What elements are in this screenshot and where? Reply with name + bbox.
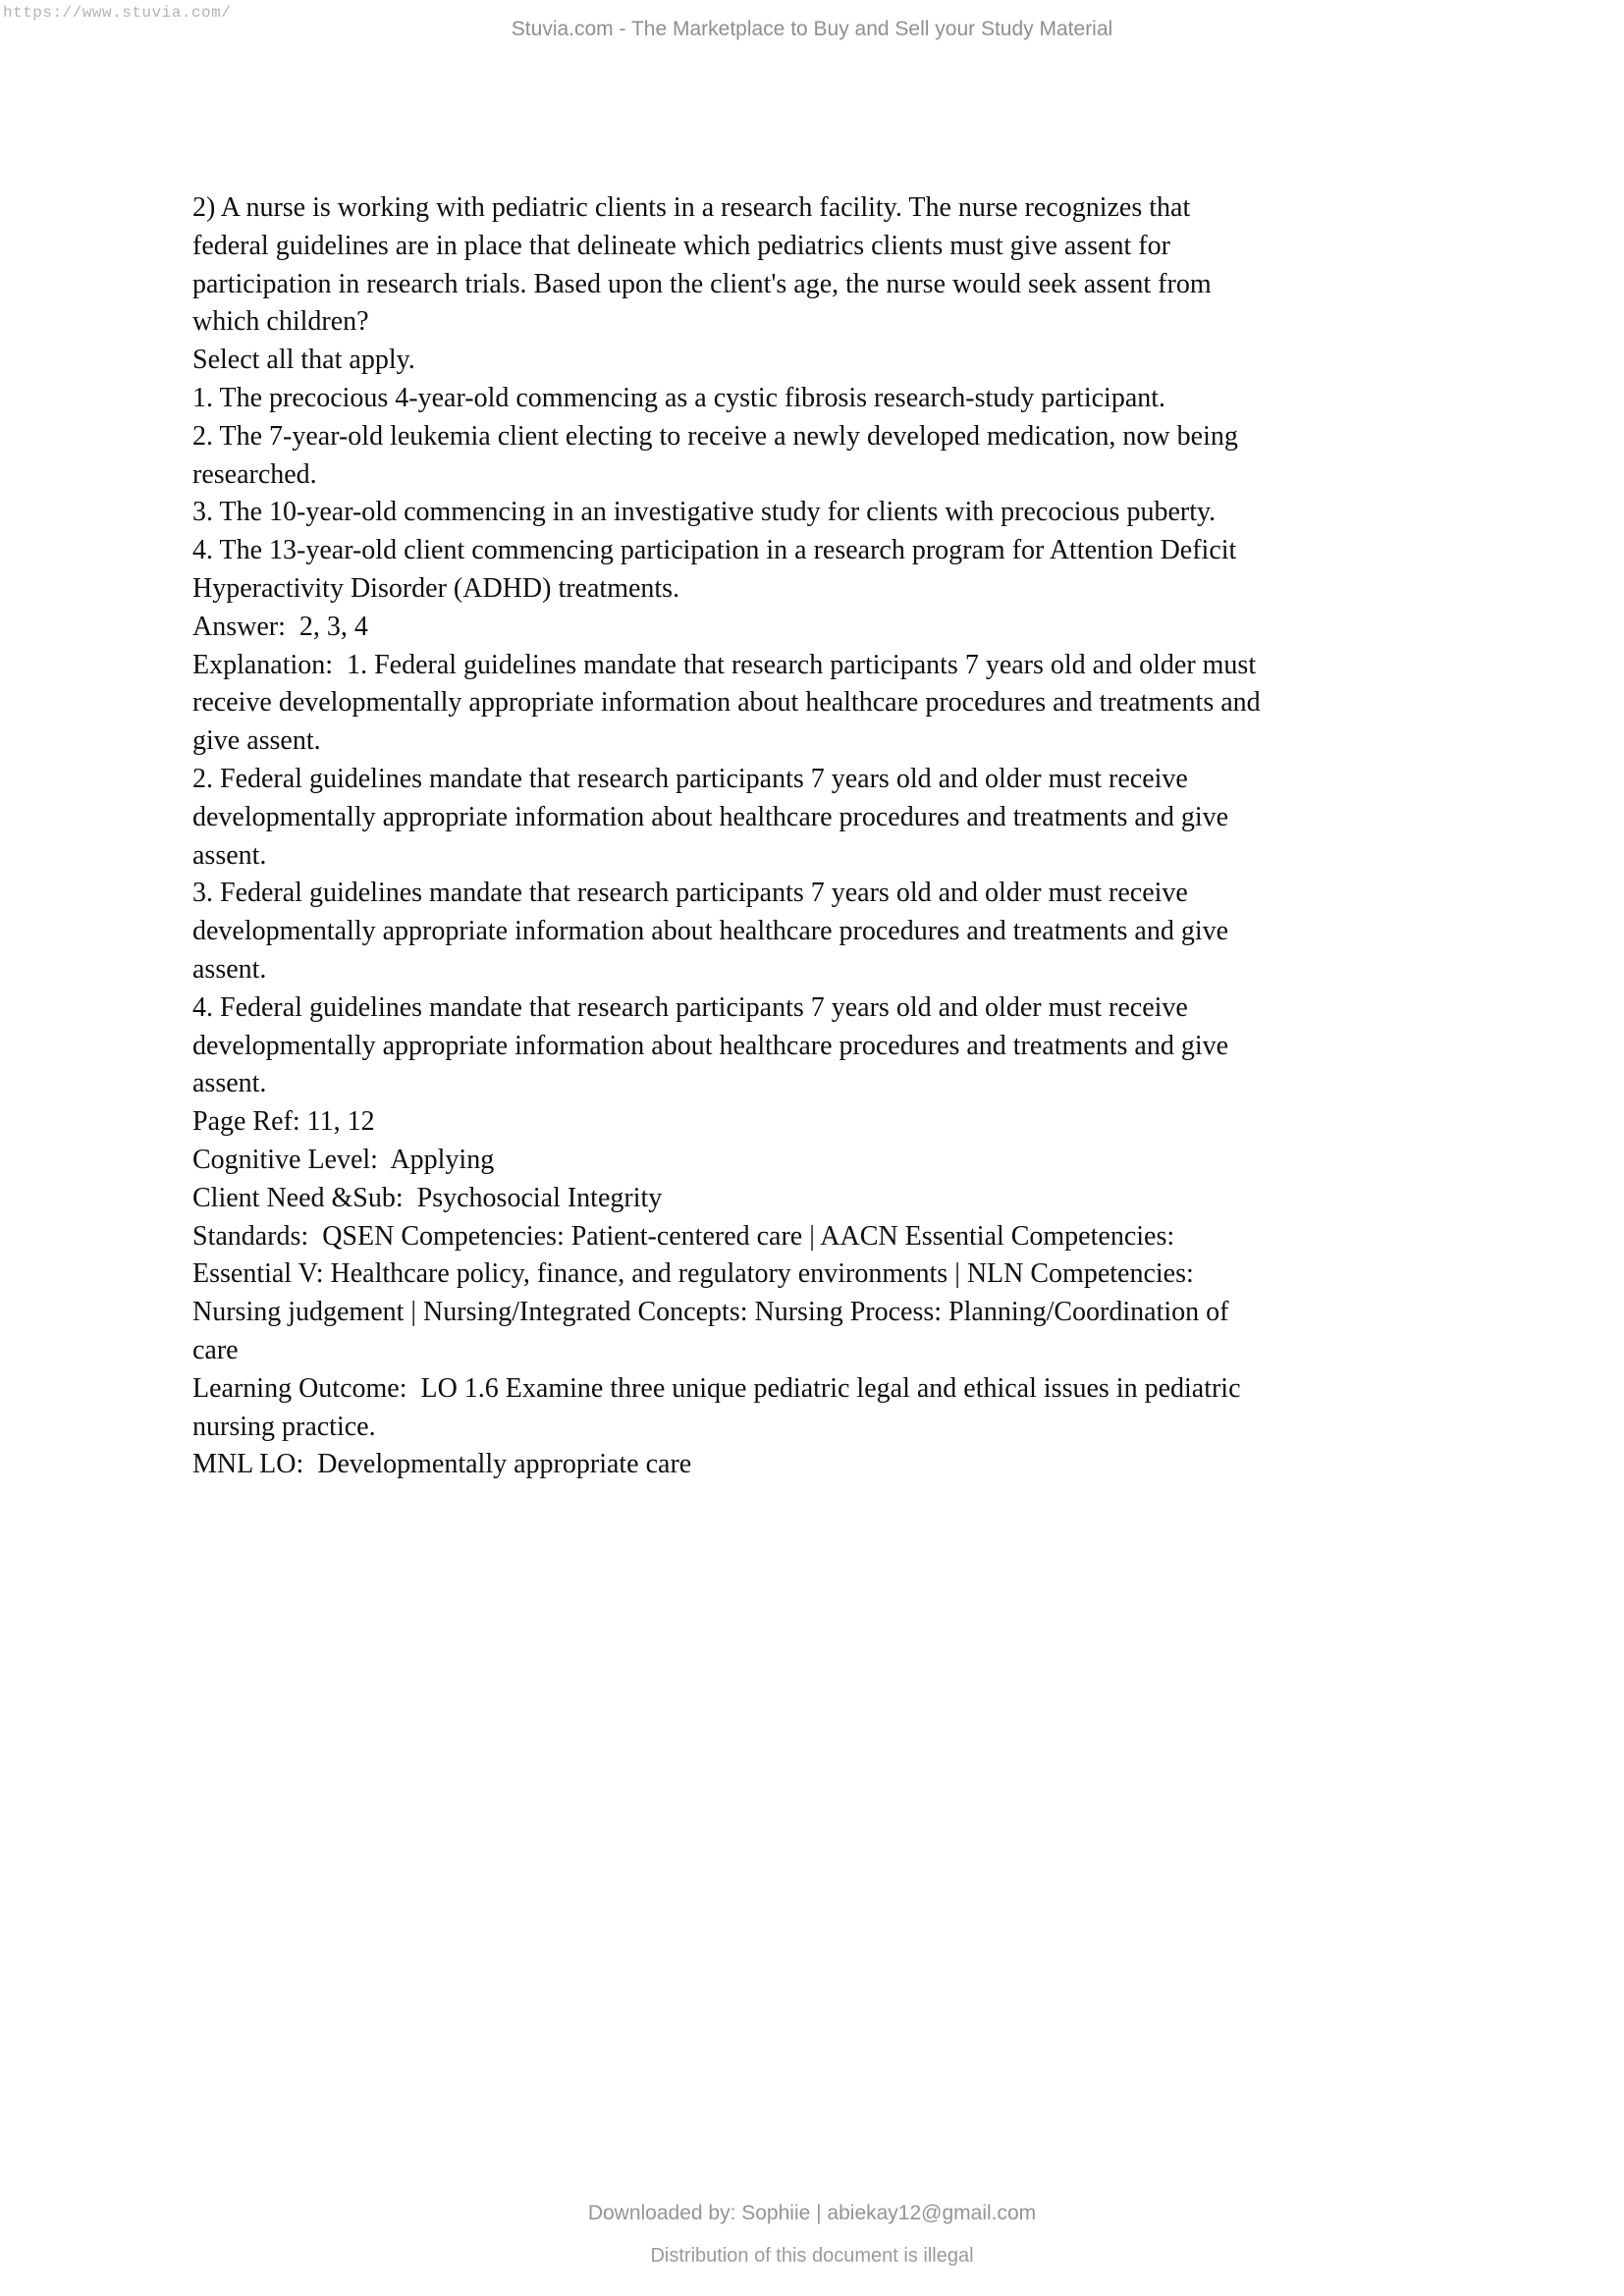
text-line: MNL LO: Developmentally appropriate care <box>192 1449 692 1480</box>
text-line: assent. <box>192 839 267 871</box>
mnl-lo <box>192 1446 1459 1484</box>
option-2 <box>192 418 1459 495</box>
text-line: 3. The 10-year-old commencing in an investigative study for clients with precocious puberty. <box>192 497 1217 528</box>
text-line: nursing practice. <box>192 1411 376 1442</box>
learning-outcome <box>192 1370 1459 1447</box>
text-line: 3. Federal guidelines mandate that research participants 7 years old and older must receive <box>192 878 1188 909</box>
option-1 <box>192 380 1459 418</box>
explanation-3 <box>192 875 1459 988</box>
text-line: Standards: QSEN Competencies: Patient-centered care | AACN Essential Competencies: <box>192 1220 1175 1252</box>
client-need <box>192 1180 1459 1218</box>
option-3 <box>192 494 1459 532</box>
option-4 <box>192 532 1459 609</box>
text-line: developmentally appropriate information about healthcare procedures and treatments and give <box>192 801 1229 832</box>
select-all-instruction <box>192 342 1459 380</box>
text-line: receive developmentally appropriate information about healthcare procedures and treatments and <box>192 687 1261 719</box>
text-line: 2. Federal guidelines mandate that research participants 7 years old and older must receive <box>192 763 1188 794</box>
text-line: Client Need &Sub: Psychosocial Integrity <box>192 1182 663 1213</box>
text-line: assent. <box>192 953 267 985</box>
text-line: developmentally appropriate information about healthcare procedures and treatments and give <box>192 1030 1229 1061</box>
text-line: care <box>192 1334 239 1365</box>
footer-distribution-notice: Distribution of this document is illegal <box>650 2245 974 2267</box>
explanation-2 <box>192 761 1459 875</box>
question <box>192 189 1459 342</box>
text-line: Page Ref: 11, 12 <box>192 1106 375 1138</box>
explanation-4 <box>192 989 1459 1103</box>
text-line: 2. The 7-year-old leukemia client electing to receive a newly developed medication, now being <box>192 420 1238 452</box>
standards <box>192 1218 1459 1370</box>
text-line: federal guidelines are in place that delineate which pediatrics clients must give assent for <box>192 230 1170 261</box>
page-header-title: Stuvia.com - The Marketplace to Buy and Sell your Study Material <box>511 18 1113 40</box>
text-line: 1. The precocious 4-year-old commencing as a cystic fibrosis research-study participant. <box>192 382 1166 413</box>
text-line: developmentally appropriate information about healthcare procedures and treatments and give <box>192 916 1229 947</box>
text-line: Hyperactivity Disorder (ADHD) treatments. <box>192 572 680 604</box>
browser-url: https://www.stuvia.com/ <box>3 4 232 22</box>
text-line: which children? <box>192 306 369 338</box>
text-line: Cognitive Level: Applying <box>192 1144 495 1175</box>
text-line: Explanation: 1. Federal guidelines mandate that research participants 7 years old and older must <box>192 649 1257 680</box>
text-line: 2) A nurse is working with pediatric clients in a research facility. The nurse recognizes that <box>192 192 1191 223</box>
text-line: Nursing judgement | Nursing/Integrated Concepts: Nursing Process: Planning/Coordination of <box>192 1297 1229 1328</box>
cognitive-level <box>192 1142 1459 1180</box>
text-line: 4. Federal guidelines mandate that research participants 7 years old and older must receive <box>192 991 1188 1023</box>
footer-downloaded-by: Downloaded by: Sophiie | abiekay12@gmail.com <box>587 2202 1037 2224</box>
text-line: Select all that apply. <box>192 345 415 376</box>
answer <box>192 609 1459 647</box>
text-line: researched. <box>192 458 317 490</box>
text-line: assent. <box>192 1068 267 1099</box>
explanation-1 <box>192 647 1459 761</box>
text-line: give assent. <box>192 725 321 757</box>
text-line: 4. The 13-year-old client commencing participation in a research program for Attention Deficit <box>192 535 1237 566</box>
document-text <box>192 189 1459 1484</box>
text-line: Learning Outcome: LO 1.6 Examine three unique pediatric legal and ethical issues in pediatric <box>192 1372 1241 1404</box>
text-line: Answer: 2, 3, 4 <box>192 611 368 642</box>
page-ref <box>192 1103 1459 1142</box>
text-line: Essential V: Healthcare policy, finance, and regulatory environments | NLN Competencies: <box>192 1258 1194 1290</box>
text-line: participation in research trials. Based upon the client's age, the nurse would seek assent from <box>192 268 1212 299</box>
